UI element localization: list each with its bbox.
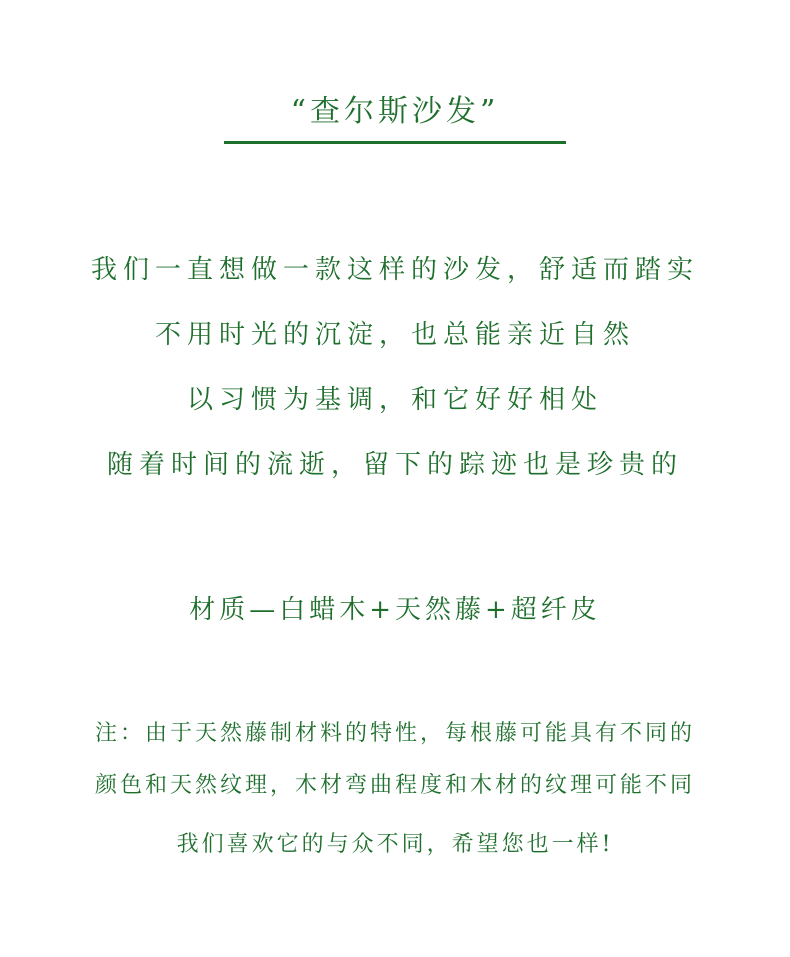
intro-line-1: 我们一直想做一款这样的沙发，舒适而踏实 — [90, 255, 699, 285]
intro-line-4: 随着时间的流逝，留下的踪迹也是珍贵的 — [106, 450, 683, 480]
title-underline — [224, 141, 566, 144]
intro-line-3: 以习惯为基调，和它好好相处 — [186, 385, 603, 415]
note-line-3: 我们喜欢它的与众不同，希望您也一样! — [176, 832, 614, 857]
page-title: “查尔斯沙发” — [290, 94, 500, 129]
material-line: 材质—白蜡木+天然藤+超纤皮 — [189, 595, 601, 625]
note-line-1: 注：由于天然藤制材料的特性，每根藤可能具有不同的 — [94, 721, 695, 746]
intro-line-2: 不用时光的沉淀，也总能亲近自然 — [154, 320, 635, 350]
note-line-2: 颜色和天然纹理，木材弯曲程度和木材的纹理可能不同 — [94, 773, 695, 798]
